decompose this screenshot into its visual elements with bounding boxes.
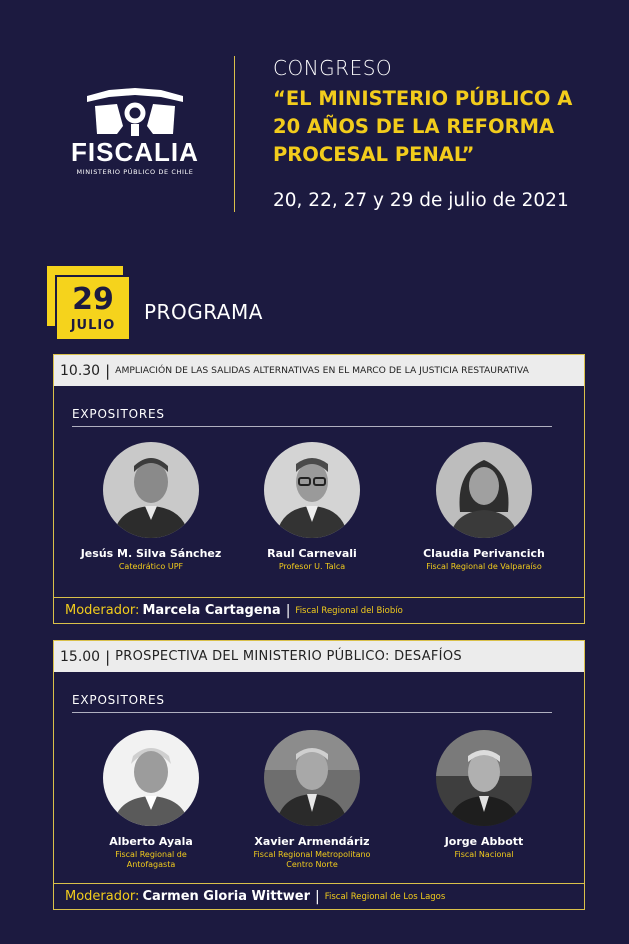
speaker-card <box>227 730 397 870</box>
speaker-name: Claudia Perivancich <box>423 547 545 560</box>
speaker-name: Jesús M. Silva Sánchez <box>80 547 222 560</box>
moderator-row <box>54 597 584 623</box>
speaker-card <box>66 442 236 572</box>
moderator-role: Fiscal Regional de Los Lagos <box>324 891 446 902</box>
moderator-role: Fiscal Regional del Biobío <box>295 605 403 616</box>
speaker-photo <box>103 442 199 538</box>
moderator-name: Marcela Cartagena <box>142 603 281 618</box>
speaker-card <box>66 730 236 870</box>
session-block <box>53 354 585 624</box>
event-title-line: PROCESAL PENAL” <box>273 143 475 166</box>
programa-heading: PROGRAMA <box>144 300 263 324</box>
session-header <box>54 641 584 672</box>
session-block <box>53 640 585 910</box>
speakers-divider <box>72 426 552 427</box>
moderator-name: Carmen Gloria Wittwer <box>142 889 310 904</box>
speaker-name: Xavier Armendáriz <box>254 835 370 848</box>
speaker-role: Catedrático UPF <box>118 562 184 571</box>
session-time: 15.00 <box>60 648 101 665</box>
speaker-photo <box>264 442 360 538</box>
moderator-label: Moderador: <box>65 603 140 618</box>
event-title-line: “EL MINISTERIO PÚBLICO A <box>273 87 573 110</box>
event-kicker: CONGRESO <box>273 56 393 80</box>
speaker-photo <box>436 442 532 538</box>
fiscalia-emblem-icon <box>83 86 187 138</box>
session-header-separator: | <box>105 361 111 380</box>
logo-wordmark: FISCALIA <box>71 137 199 167</box>
event-title <box>273 85 583 169</box>
speaker-role: Fiscal Nacional <box>454 850 514 859</box>
speaker-name: Raul Carnevali <box>267 547 357 560</box>
session-topic: AMPLIACIÓN DE LAS SALIDAS ALTERNATIVAS EN EL MARCO DE LA JUSTICIA RESTAURATIVA <box>115 365 529 376</box>
speaker-role-line: Antofagasta <box>126 860 176 869</box>
speakers-divider <box>72 712 552 713</box>
speaker-role: Fiscal Regional de Valparaíso <box>426 562 542 571</box>
moderator-separator: | <box>315 888 320 905</box>
moderator-label: Moderador: <box>65 889 140 904</box>
event-dates: 20, 22, 27 y 29 de julio de 2021 <box>273 190 569 211</box>
speaker-role-line: Centro Norte <box>286 860 338 869</box>
header-divider <box>234 56 235 212</box>
speaker-name: Alberto Ayala <box>109 835 193 848</box>
speaker-photo <box>436 730 532 826</box>
speaker-role <box>227 850 397 870</box>
logo-subtitle: MINISTERIO PÚBLICO DE CHILE <box>76 168 194 176</box>
speaker-photo <box>103 730 199 826</box>
session-header <box>54 355 584 386</box>
speaker-card <box>399 730 569 860</box>
session-time: 10.30 <box>60 362 101 379</box>
badge-month: JULIO <box>70 318 116 333</box>
moderator-separator: | <box>285 602 291 619</box>
session-header-separator: | <box>105 647 111 666</box>
speaker-role-line: Fiscal Regional de <box>115 850 187 859</box>
speaker-role: Profesor U. Talca <box>278 562 346 571</box>
speaker-card <box>399 442 569 572</box>
session-topic: PROSPECTIVA DEL MINISTERIO PÚBLICO: DESAFÍOS <box>115 649 462 664</box>
speaker-photo <box>264 730 360 826</box>
date-badge <box>55 275 131 341</box>
event-title-line: 20 AÑOS DE LA REFORMA <box>273 115 555 138</box>
badge-day: 29 <box>72 282 114 317</box>
speakers-heading: EXPOSITORES <box>72 693 165 707</box>
speaker-role-line: Fiscal Regional Metropolitano <box>253 850 371 859</box>
speaker-card <box>227 442 397 572</box>
speakers-heading: EXPOSITORES <box>72 407 165 421</box>
moderator-row <box>54 883 584 909</box>
speaker-role <box>66 850 236 870</box>
speaker-name: Jorge Abbott <box>444 835 524 848</box>
